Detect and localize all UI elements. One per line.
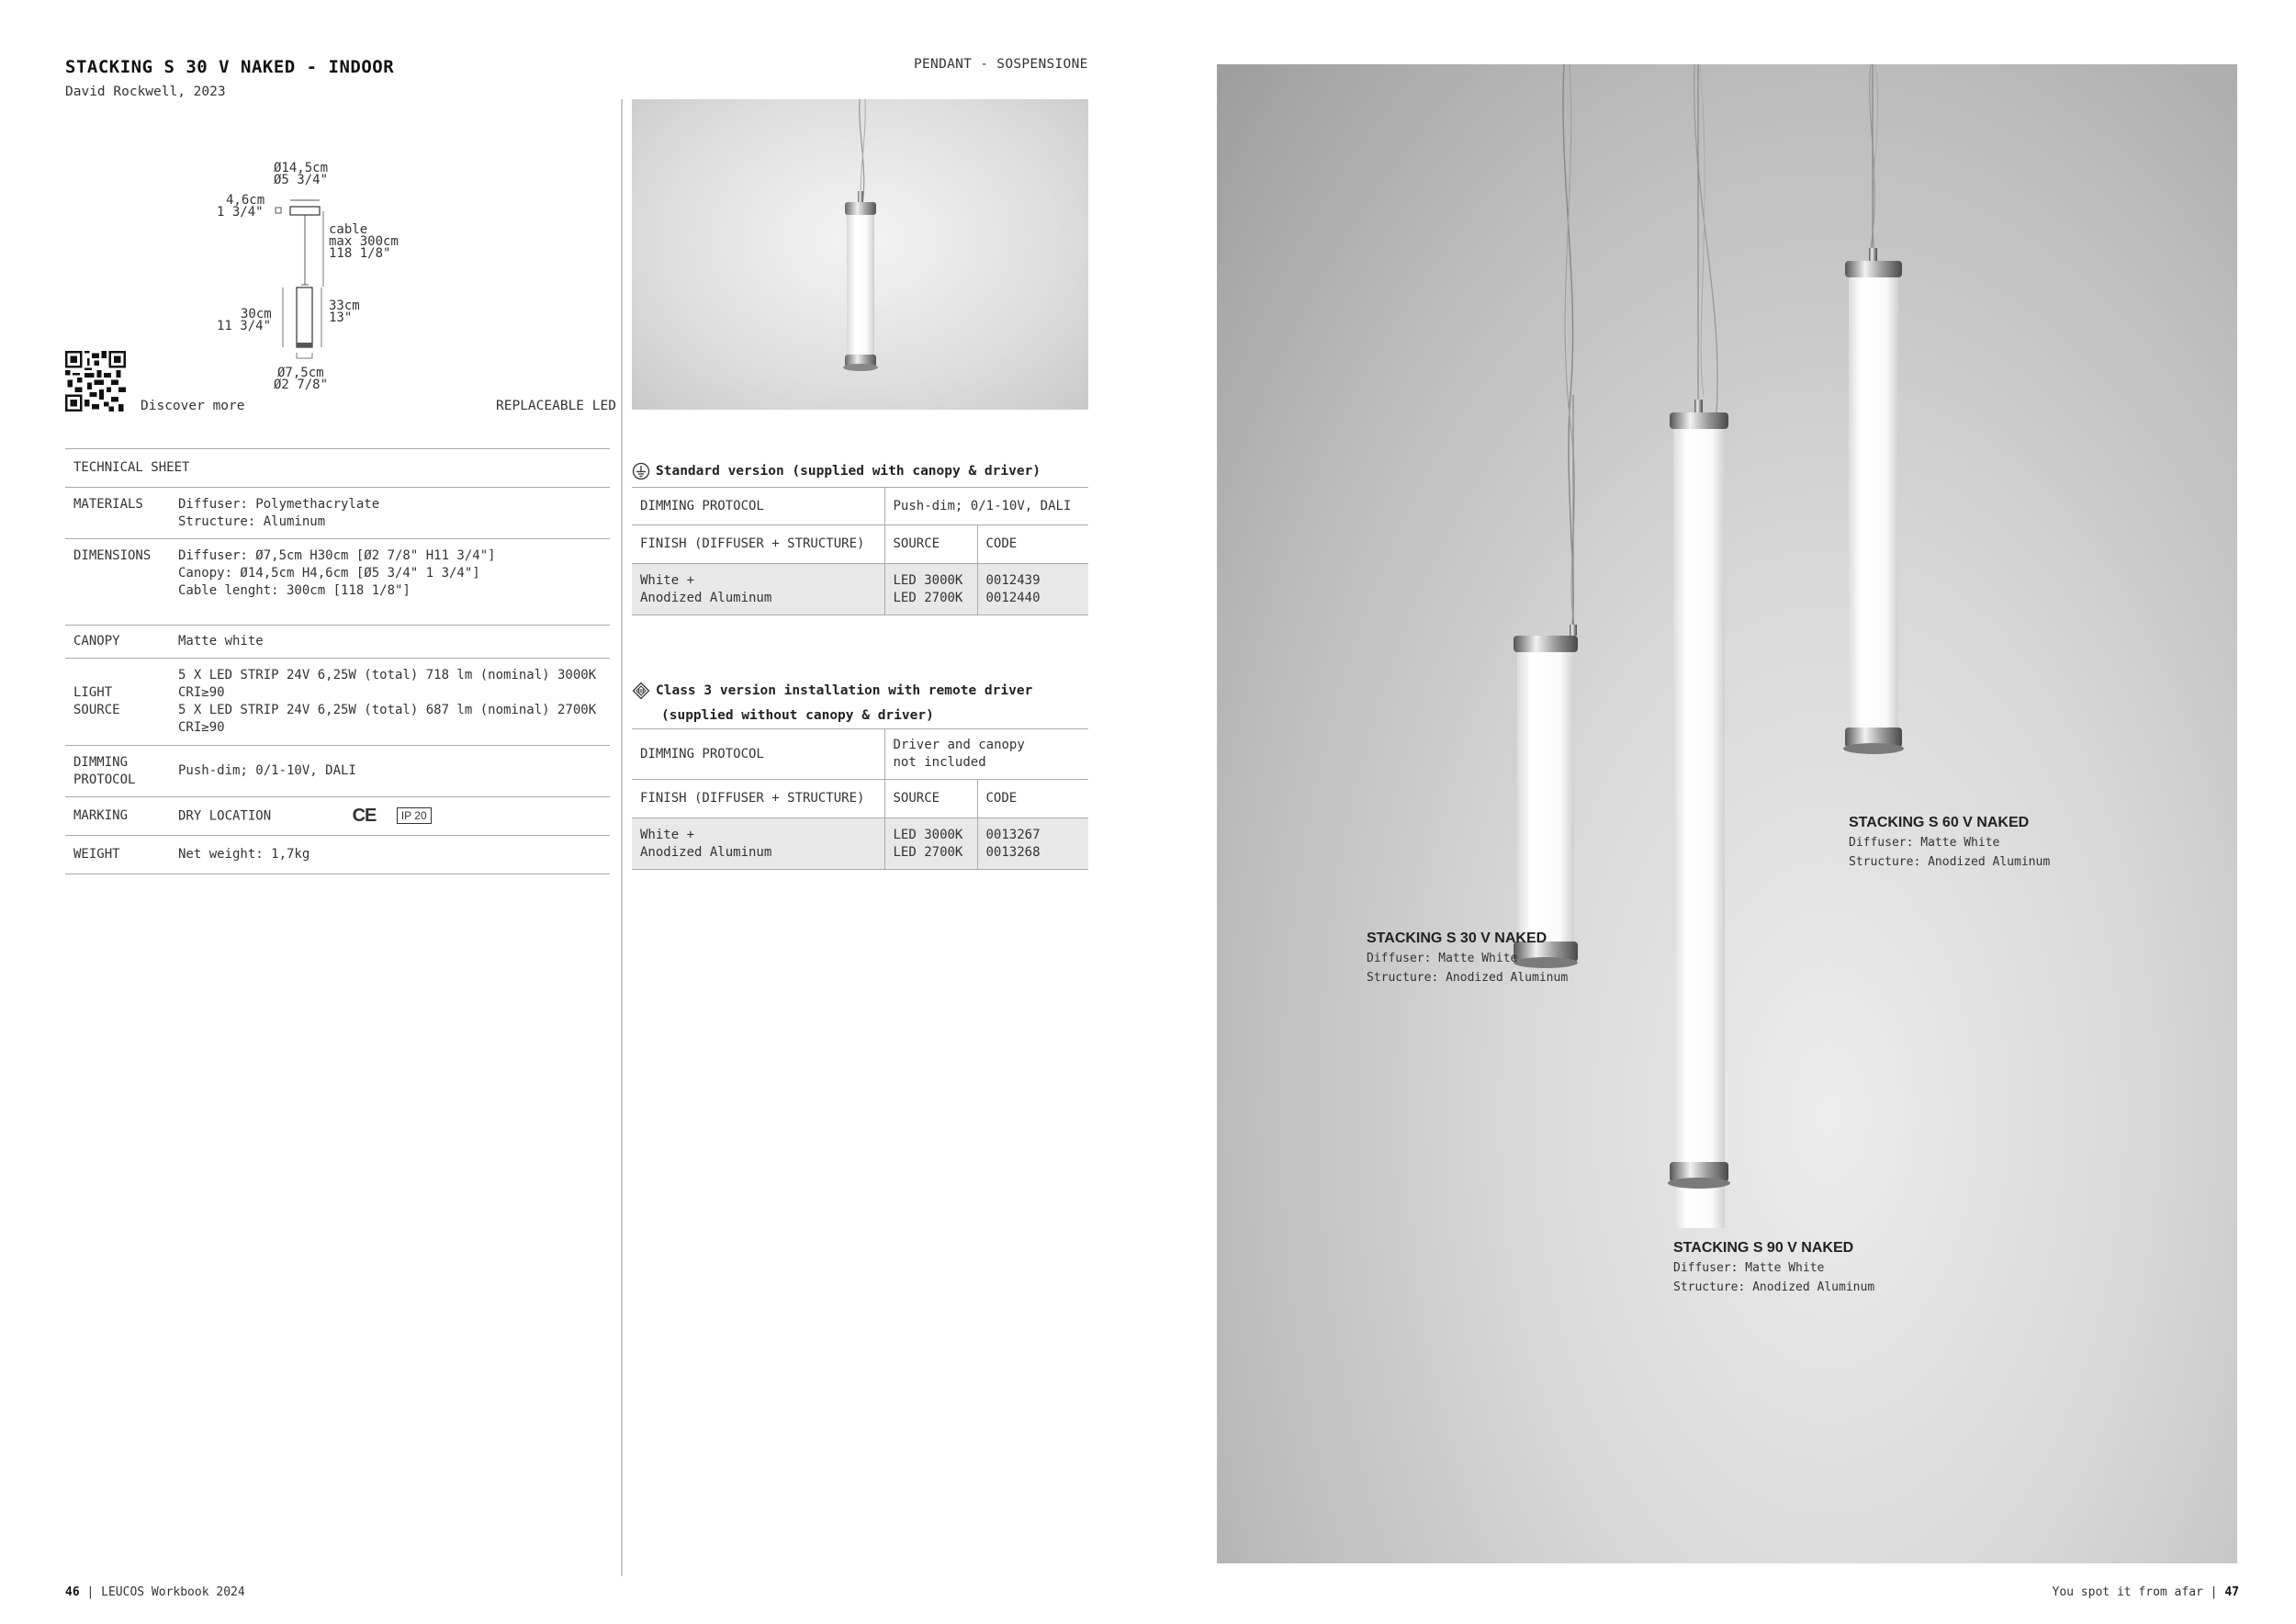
body-height-in: 11 3/4": [217, 319, 272, 333]
canopy-diameter-cm: Ø14,5cm: [274, 161, 329, 175]
standard-version-table: [632, 487, 1088, 615]
class3-version-heading: [632, 679, 1032, 728]
page-number-left: 46: [65, 1585, 80, 1599]
source-2700k: LED 2700K: [893, 590, 963, 605]
source-label: SOURCE: [884, 525, 977, 564]
designer-credit: David Rockwell, 2023: [65, 85, 226, 99]
dimming-note-1: Driver and canopy: [893, 738, 1025, 752]
product-photo: [632, 99, 1088, 410]
table-row: [65, 659, 610, 746]
light-source-cri-1: CRI≥90: [178, 685, 225, 700]
canopy-label: CANOPY: [65, 626, 170, 659]
column-divider: [621, 99, 623, 1576]
page-title: STACKING S 30 V NAKED - INDOOR: [65, 57, 395, 77]
tech-sheet-heading: TECHNICAL SHEET: [65, 449, 610, 488]
dimensions-label: DIMENSIONS: [65, 539, 170, 626]
code-3000k: 0012439: [985, 572, 1041, 588]
product-label-s60: [1849, 815, 2050, 872]
table-row: [65, 797, 610, 836]
page-number-right: 47: [2224, 1585, 2239, 1599]
table-row: [632, 488, 1088, 525]
dimming-protocol-value: Push-dim; 0/1-10V, DALI: [884, 488, 1088, 525]
product-name: STACKING S 30 V NAKED: [1367, 930, 1548, 946]
tech-sheet-heading-row: [65, 449, 610, 488]
weight-label: WEIGHT: [65, 836, 170, 874]
code-2700k: 0013268: [985, 844, 1041, 860]
footer-left: [65, 1585, 245, 1599]
product-label-s90: [1673, 1240, 1874, 1297]
product-family-photo: [1217, 64, 2237, 1563]
cable-label: cable: [329, 222, 368, 237]
finish-line-1: White +: [640, 572, 695, 588]
product-diffuser: Diffuser: Matte White: [1673, 1261, 1825, 1275]
table-row: [65, 746, 610, 797]
dimming-label-1: DIMMING: [73, 754, 129, 770]
finish-line-2: Anodized Aluminum: [640, 590, 772, 605]
category-label: PENDANT - SOSPENSIONE: [914, 57, 1088, 72]
materials-structure: Structure: Aluminum: [178, 514, 326, 529]
product-diffuser: Diffuser: Matte White: [1367, 952, 1518, 965]
source-2700k: LED 2700K: [893, 844, 963, 860]
table-row: [632, 525, 1088, 564]
dimensions-cable: Cable lenght: 300cm [118 1/8"]: [178, 583, 411, 598]
discover-more-link[interactable]: Discover more: [141, 399, 245, 413]
finish-label: FINISH (DIFFUSER + STRUCTURE): [632, 780, 884, 818]
code-label: CODE: [977, 525, 1088, 564]
dimensions-diffuser: Diffuser: Ø7,5cm H30cm [Ø2 7/8" H11 3/4"]: [178, 548, 496, 563]
materials-diffuser: Diffuser: Polymethacrylate: [178, 497, 380, 512]
product-label-s30: [1367, 930, 1568, 987]
total-height-in: 13": [329, 310, 353, 325]
product-structure: Structure: Anodized Aluminum: [1367, 971, 1569, 985]
light-source-1: 5 X LED STRIP 24V 6,25W (total) 718 lm (nominal) 3000K: [178, 668, 597, 682]
dimming-label-2: PROTOCOL: [73, 772, 136, 787]
finish-label: FINISH (DIFFUSER + STRUCTURE): [632, 525, 884, 564]
canopy-diameter-in: Ø5 3/4": [274, 173, 329, 187]
finish-line-2: Anodized Aluminum: [640, 844, 772, 860]
dimming-value: Push-dim; 0/1-10V, DALI: [170, 746, 610, 797]
footer-right: [2053, 1585, 2240, 1599]
light-source-label-1: LIGHT: [73, 685, 113, 700]
cable-max: max 300cm: [329, 234, 399, 249]
product-name: STACKING S 60 V NAKED: [1849, 815, 2030, 830]
materials-label: MATERIALS: [65, 488, 170, 539]
footer-right-text: You spot it from afar |: [2052, 1585, 2218, 1599]
table-row: [632, 818, 1088, 870]
product-structure: Structure: Anodized Aluminum: [1849, 855, 2051, 869]
technical-sheet-table: [65, 448, 610, 874]
table-row: [65, 836, 610, 874]
ip-rating-badge: IP 20: [397, 807, 432, 824]
body-diameter-in: Ø2 7/8": [274, 378, 329, 392]
code-2700k: 0012440: [985, 590, 1041, 605]
pendant-lamp-illustration: [632, 99, 1088, 410]
dimming-protocol-label: DIMMING PROTOCOL: [632, 729, 884, 780]
table-row: [65, 488, 610, 539]
dimensions-canopy: Canopy: Ø14,5cm H4,6cm [Ø5 3/4" 1 3/4"]: [178, 566, 480, 581]
canopy-value: Matte white: [170, 626, 610, 659]
body-diameter-cm: Ø7,5cm: [277, 366, 324, 380]
class3-diamond-icon: [632, 682, 650, 700]
ground-earth-icon: [632, 462, 650, 480]
replaceable-led-label: REPLACEABLE LED: [496, 399, 616, 413]
cable-in: 118 1/8": [329, 246, 391, 261]
table-row: [632, 564, 1088, 615]
canopy-height-in: 1 3/4": [217, 205, 264, 220]
svg-text:III: III: [637, 688, 645, 695]
table-row: [632, 729, 1088, 780]
light-source-cri-2: CRI≥90: [178, 720, 225, 735]
light-source-2: 5 X LED STRIP 24V 6,25W (total) 687 lm (nominal) 2700K: [178, 703, 597, 717]
dimming-note-2: not included: [893, 755, 986, 770]
ce-mark-icon: CE: [352, 805, 377, 826]
total-height-cm: 33cm: [329, 299, 360, 313]
finish-line-1: White +: [640, 827, 695, 842]
pendant-family-illustration: [1217, 64, 2237, 1563]
footer-left-text: | LEUCOS Workbook 2024: [86, 1585, 245, 1599]
weight-value: Net weight: 1,7kg: [170, 836, 610, 874]
source-label: SOURCE: [884, 780, 977, 818]
qr-code[interactable]: [65, 351, 126, 412]
canopy-height-cm: 4,6cm: [226, 193, 265, 208]
class3-version-title-2: (supplied without canopy & driver): [661, 708, 934, 723]
product-name: STACKING S 90 V NAKED: [1673, 1240, 1854, 1256]
table-row: [65, 539, 610, 626]
class3-version-title-1: Class 3 version installation with remote driver: [656, 683, 1033, 698]
code-label: CODE: [977, 780, 1088, 818]
body-height-cm: 30cm: [241, 307, 272, 321]
standard-version-heading: [632, 459, 1041, 484]
class3-version-table: [632, 728, 1088, 870]
code-3000k: 0013267: [985, 827, 1041, 842]
product-diffuser: Diffuser: Matte White: [1849, 836, 2000, 850]
product-structure: Structure: Anodized Aluminum: [1673, 1280, 1875, 1294]
dimming-protocol-label: DIMMING PROTOCOL: [632, 488, 884, 525]
light-source-label-2: SOURCE: [73, 703, 120, 717]
dimension-drawing: [202, 156, 441, 404]
marking-label: MARKING: [65, 797, 170, 836]
table-row: [632, 780, 1088, 818]
source-3000k: LED 3000K: [893, 827, 963, 842]
source-3000k: LED 3000K: [893, 572, 963, 588]
standard-version-title: Standard version (supplied with canopy & driver): [656, 464, 1041, 479]
table-row: [65, 626, 610, 659]
marking-value: DRY LOCATION: [178, 808, 272, 824]
